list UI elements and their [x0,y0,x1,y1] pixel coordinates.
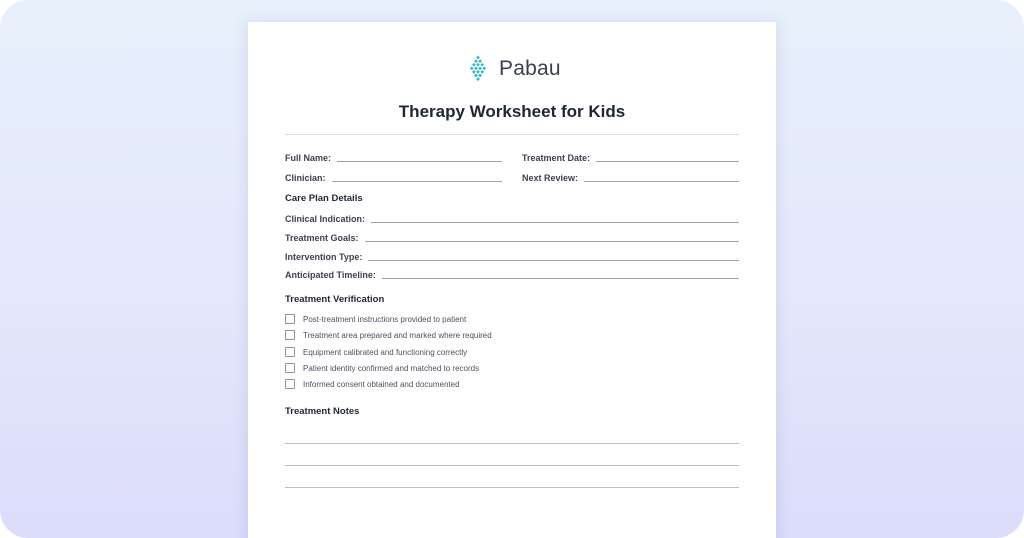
clinician-field[interactable] [285,169,502,183]
page-title: Therapy Worksheet for Kids [398,102,626,121]
checklist-item-label: Informed consent obtained and documented [303,379,460,389]
notes-line[interactable] [285,487,739,488]
clinical-indication-field[interactable] [285,210,739,224]
checklist-item[interactable] [285,329,492,341]
treatment-date-label: Treatment Date: [522,153,591,163]
checklist-item[interactable] [285,346,467,358]
treatment-goals-line [365,241,739,242]
intervention-type-label: Intervention Type: [285,252,363,262]
next-review-field[interactable] [522,169,739,183]
anticipated-timeline-line [382,278,739,279]
treatment-goals-label: Treatment Goals: [285,233,359,243]
care-plan-heading: Care Plan Details [285,193,363,204]
checklist-item[interactable] [285,378,460,390]
title-divider [285,134,739,135]
checklist-item[interactable] [285,313,466,325]
clinical-indication-label: Clinical Indication: [285,214,366,224]
checkbox[interactable] [285,363,295,373]
checklist-item-label: Post-treatment instructions provided to patient [303,314,467,324]
brand-logo [464,55,561,83]
anticipated-timeline-field[interactable] [285,266,739,280]
treatment-date-line [596,161,739,162]
full-name-field[interactable] [285,149,502,163]
checklist-item-label: Patient identity confirmed and matched to records [303,363,480,373]
notes-line[interactable] [285,465,739,466]
treatment-goals-field[interactable] [285,229,739,243]
clinician-label: Clinician: [285,173,326,183]
next-review-label: Next Review: [522,173,579,183]
checklist-item[interactable] [285,362,479,374]
intervention-type-field[interactable] [285,248,739,262]
brand-name: Pabau [499,57,561,80]
full-name-label: Full Name: [285,153,332,163]
anticipated-timeline-label: Anticipated Timeline: [285,270,376,280]
notes-line[interactable] [285,443,739,444]
checklist-item-label: Equipment calibrated and functioning correctly [303,347,468,357]
checkbox[interactable] [285,330,295,340]
worksheet-document [248,22,776,538]
checkbox[interactable] [285,379,295,389]
clinician-line [332,181,502,182]
full-name-line [337,161,502,162]
clinical-indication-line [371,222,739,223]
checkbox[interactable] [285,314,295,324]
treatment-date-field[interactable] [522,149,739,163]
next-review-line [584,181,739,182]
treatment-verification-heading: Treatment Verification [285,294,385,305]
treatment-notes-heading: Treatment Notes [285,406,360,417]
intervention-type-line [368,260,739,261]
checkbox[interactable] [285,347,295,357]
checklist-item-label: Treatment area prepared and marked where required [303,330,492,340]
pabau-logo-icon [464,55,492,83]
